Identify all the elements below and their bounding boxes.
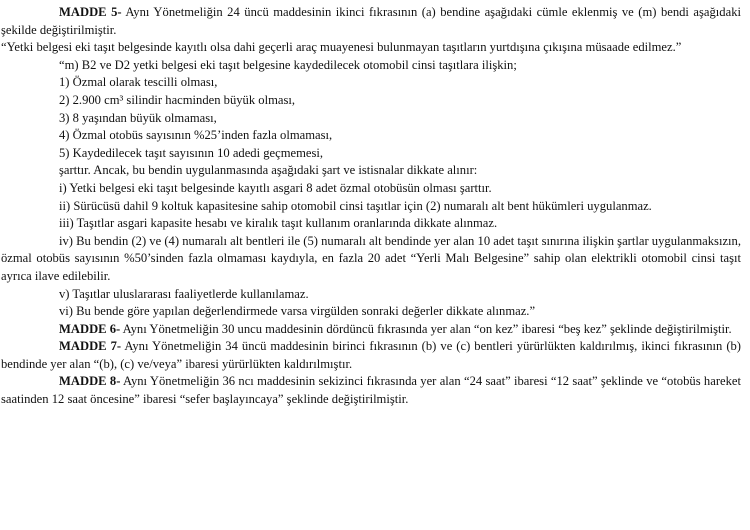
paragraph-text: “Yetki belgesi eki taşıt belgesinde kayıtlı olsa dahi geçerli araç muayenesi bulunmayan taşıtların yurtdışına çıkışına müsaade edilmez.” xyxy=(1,40,682,55)
paragraph-text: vi) Bu bende göre yapılan değerlendirmede varsa virgülden sonraki değerler dikkate alınmaz.” xyxy=(59,304,536,319)
paragraph-text: 2) 2.900 cm³ silindir hacminden büyük olması, xyxy=(59,92,296,107)
list-item-v xyxy=(1,286,741,304)
article-heading: MADDE 7- xyxy=(59,339,122,354)
list-item-3 xyxy=(1,110,741,128)
list-item-i xyxy=(1,180,741,198)
paragraph-text: Aynı Yönetmeliğin 36 ncı maddesinin sekizinci fıkrasında yer alan “24 saat” ibaresi “12 saat” şeklinde ve “otobüs hareket saatinden 12 saat öncesine” ibaresi “sefer başlayıncaya” şeklinde değiştirilmiştir. xyxy=(1,374,741,407)
paragraph-quote-a xyxy=(1,39,741,57)
paragraph-m-intro xyxy=(1,57,741,75)
paragraph-text: şarttır. Ancak, bu bendin uygulanmasında aşağıdaki şart ve istisnalar dikkate alınır: xyxy=(59,163,478,178)
article-heading: MADDE 5- xyxy=(59,5,122,19)
list-item-iii xyxy=(1,215,741,233)
paragraph-madde-5 xyxy=(1,4,741,39)
article-heading: MADDE 6- xyxy=(59,321,121,336)
paragraph-text: i) Yetki belgesi eki taşıt belgesinde kayıtlı asgari 8 adet özmal otobüsün olması şarttır. xyxy=(59,180,492,195)
list-item-iv xyxy=(1,233,741,286)
list-item-2 xyxy=(1,92,741,110)
paragraph-text: Aynı Yönetmeliğin 24 üncü maddesinin ikinci fıkrasının (a) bendine aşağıdaki cümle eklenmiş ve (m) bendi aşağıdaki şekilde değiştirilmiştir. xyxy=(1,5,741,37)
paragraph-text: 3) 8 yaşından büyük olmaması, xyxy=(59,110,217,125)
list-item-vi xyxy=(1,303,741,321)
list-item-4 xyxy=(1,127,741,145)
paragraph-text: iii) Taşıtlar asgari kapasite hesabı ve kiralık taşıt kullanım oranlarında dikkate alınmaz. xyxy=(59,216,498,231)
paragraph-text: Aynı Yönetmeliğin 34 üncü maddesinin birinci fıkrasının (b) ve (c) bentleri yürürlükten kaldırılmış, ikinci fıkrasının (b) bendinde yer alan “(b), (c) ve/veya” ibaresi yürürlükten kaldırılmıştır. xyxy=(1,339,741,371)
paragraph-text: ii) Sürücüsü dahil 9 koltuk kapasitesine sahip otomobil cinsi taşıtlar için (2) numaralı alt bent hükümleri uygulanmaz. xyxy=(59,198,652,213)
paragraph-text: v) Taşıtlar uluslararası faaliyetlerde kullanılamaz. xyxy=(59,286,309,301)
paragraph-conditions xyxy=(1,162,741,180)
paragraph-text: 5) Kaydedilecek taşıt sayısının 10 adedi geçmemesi, xyxy=(59,145,324,160)
list-item-5 xyxy=(1,145,741,163)
article-heading: MADDE 8- xyxy=(59,374,121,389)
paragraph-madde-6 xyxy=(1,321,741,339)
list-item-ii xyxy=(1,198,741,216)
list-item-1 xyxy=(1,74,741,92)
paragraph-text: Aynı Yönetmeliğin 30 uncu maddesinin dördüncü fıkrasında yer alan “on kez” ibaresi “beş kez” şeklinde değiştirilmiştir. xyxy=(120,321,732,336)
paragraph-text: “m) B2 ve D2 yetki belgesi eki taşıt belgesine kaydedilecek otomobil cinsi taşıtlara ilişkin; xyxy=(59,57,517,72)
paragraph-text: 4) Özmal otobüs sayısının %25’inden fazla olmaması, xyxy=(59,128,333,143)
paragraph-madde-8 xyxy=(1,373,741,408)
paragraph-text: 1) Özmal olarak tescilli olması, xyxy=(59,75,218,90)
paragraph-text: iv) Bu bendin (2) ve (4) numaralı alt bentleri ile (5) numaralı alt bendinde yer alan 10 adet taşıt sınırına ilişkin şartlar uygulanmaksızın, özmal otobüs sayısının %50’sinden fazla olmaması kaydıyla, en fazla 20 adet “Yerli Malı Belgesine” sahip olan elektrikli otomobil cinsi taşıt ayrıca ilave edilebilir. xyxy=(1,233,741,283)
paragraph-madde-7 xyxy=(1,338,741,373)
